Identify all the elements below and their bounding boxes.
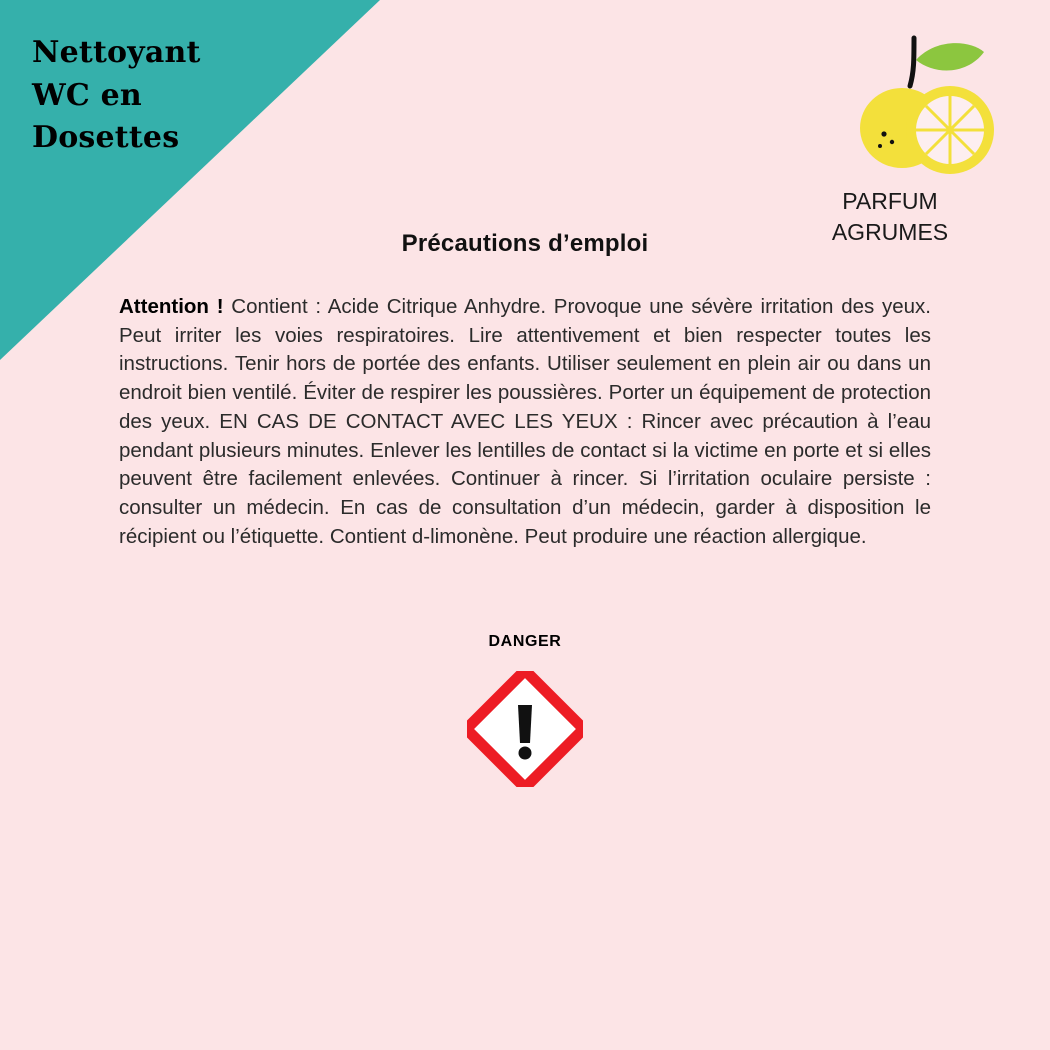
lemon-illustration: [844, 30, 1004, 180]
product-title-line-2: WC en: [32, 77, 142, 113]
fragrance-line-1: PARFUM: [842, 188, 938, 214]
section-heading: Précautions d’emploi: [401, 230, 649, 257]
signal-word: DANGER: [488, 633, 562, 650]
ghs07-exclamation-mark-icon: [467, 671, 583, 787]
product-title-line-3: Dosettes: [32, 120, 180, 156]
page-title: [32, 32, 332, 160]
precautions-body: Contient : Acide Citrique Anhydre. Provoque une sévère irritation des yeux. Peut irriter les voies respiratoires. Lire attentivement et bien respecter toutes les instructions. Tenir hors de portée des enfants. Utiliser seulement en plein air ou dans un endroit bien ventilé. Éviter de respirer les poussières. Porter un équipement de protection des yeux. EN CAS DE CONTACT AVEC LES YEUX : Rincer avec précaution à l’eau pendant plusieurs minutes. Enlever les lentilles de contact si la victime en porte et si elles peuvent être facilement enlevées. Continuer à rincer. Si l’irritation oculaire persiste : consulter un médecin. En cas de consultation d’un médecin, garder à disposition le récipient ou l’étiquette. Contient d-limonène. Peut produire une réaction allergique.: [119, 295, 931, 548]
product-title-line-1: Nettoyant: [32, 35, 201, 70]
fragrance-line-2: AGRUMES: [831, 219, 949, 246]
attention-lead: Attention !: [119, 295, 224, 318]
precautions-text: [119, 293, 931, 551]
